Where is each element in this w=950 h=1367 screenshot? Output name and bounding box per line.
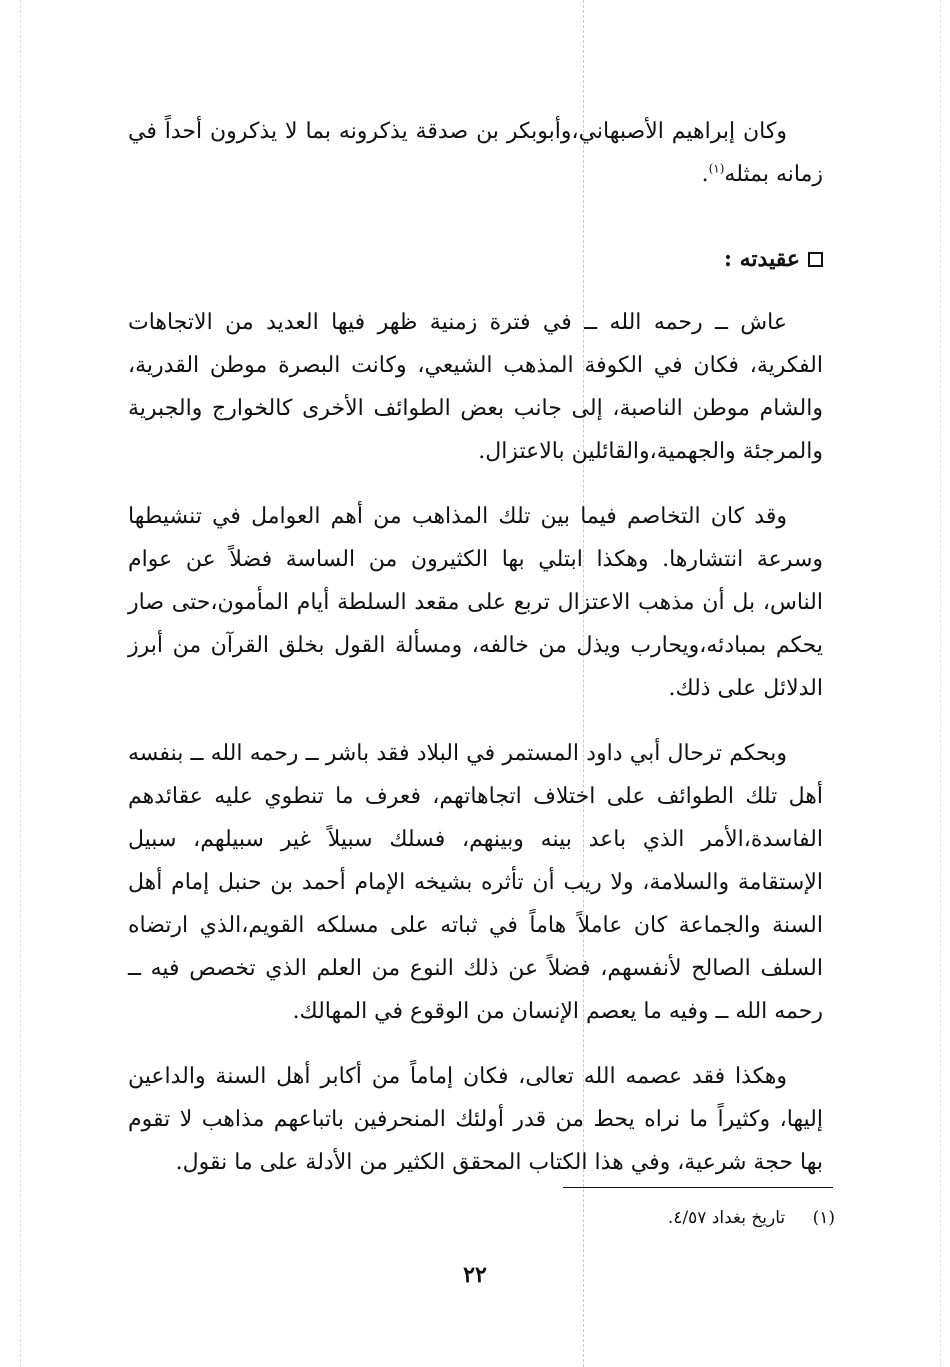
- square-bullet-icon: [808, 252, 823, 267]
- paragraph-1: عاش ــ رحمه الله ــ في فترة زمنية ظهر فيها العديد من الاتجاهات الفكرية، فكان في الكوفة المذهب الشيعي، وكانت البصرة موطن القدرية، والشام موطن الناصبة، إلى جانب بعض الطوائف الأخرى كالخوارج والجبرية والمرجئة والجهمية،والقائلين بالاعتزال.: [128, 310, 823, 464]
- footnote-number: (١): [812, 1208, 835, 1228]
- scan-edge-line-left: [20, 0, 21, 1367]
- section-heading: [128, 238, 823, 281]
- paragraph-intro: [128, 110, 823, 196]
- footnote-divider: [563, 1187, 833, 1188]
- paragraph-2: وقد كان التخاصم فيما بين تلك المذاهب من أهم العوامل في تنشيطها وسرعة انتشارها. وهكذا ابتلي بها الكثيرون من الساسة فضلاً عن عوام الناس، بل أن مذهب الاعتزال تربع على مقعد السلطة أيام المأمون،حتى صار يحكم بمبادئه،ويحارب ويذل من خالفه، ومسألة القول بخلق القرآن من أبرز الدلائل على ذلك.: [128, 504, 823, 701]
- footnote-text: تاريخ بغداد ٤/٥٧.: [667, 1208, 786, 1228]
- paragraph-intro-text: وكان إبراهيم الأصبهاني،وأبوبكر بن صدقة يذكرونه بما لا يذكرون أحداً في زمانه بمثله: [128, 119, 823, 187]
- footnote: [560, 1205, 835, 1231]
- footnote-marker: (١): [708, 161, 725, 176]
- paragraph-intro-end: .: [701, 162, 709, 187]
- section-heading-text: عقيدته :: [723, 246, 800, 272]
- paragraph-3: وبحكم ترحال أبي داود المستمر في البلاد فقد باشر ــ رحمه الله ــ بنفسه أهل تلك الطوائف على اختلاف اتجاهاتهم، فعرف ما تنطوي عليه عقائدهم الفاسدة،الأمر الذي باعد بينه وبينهم، فسلك سبيلاً غير سبيلهم، سبيل الإستقامة والسلامة، ولا ريب أن تأثره بشيخه الإمام أحمد بن حنبل إمام أهل السنة والجماعة كان عاملاً هاماً في ثباته على مسلكه القويم،الذي ارتضاه السلف الصالح لأنفسهم، فضلاً عن ذلك النوع من العلم الذي تخصص فيه ــ رحمه الله ــ وفيه ما يعصم الإنسان من الوقوع في المهالك.: [128, 741, 823, 1024]
- page-body: [128, 110, 823, 1206]
- paragraph-4: وهكذا فقد عصمه الله تعالى، فكان إماماً من أكابر أهل السنة والداعين إليها، وكثيراً ما نراه يحط من قدر أولئك المنحرفين باتباعهم مذاهب لا تقوم بها حجة شرعية، وفي هذا الكتاب المحقق الكثير من الأدلة على ما نقول.: [128, 1064, 823, 1175]
- scan-edge-line-right: [940, 0, 941, 1367]
- page-number: ٢٢: [463, 1262, 487, 1288]
